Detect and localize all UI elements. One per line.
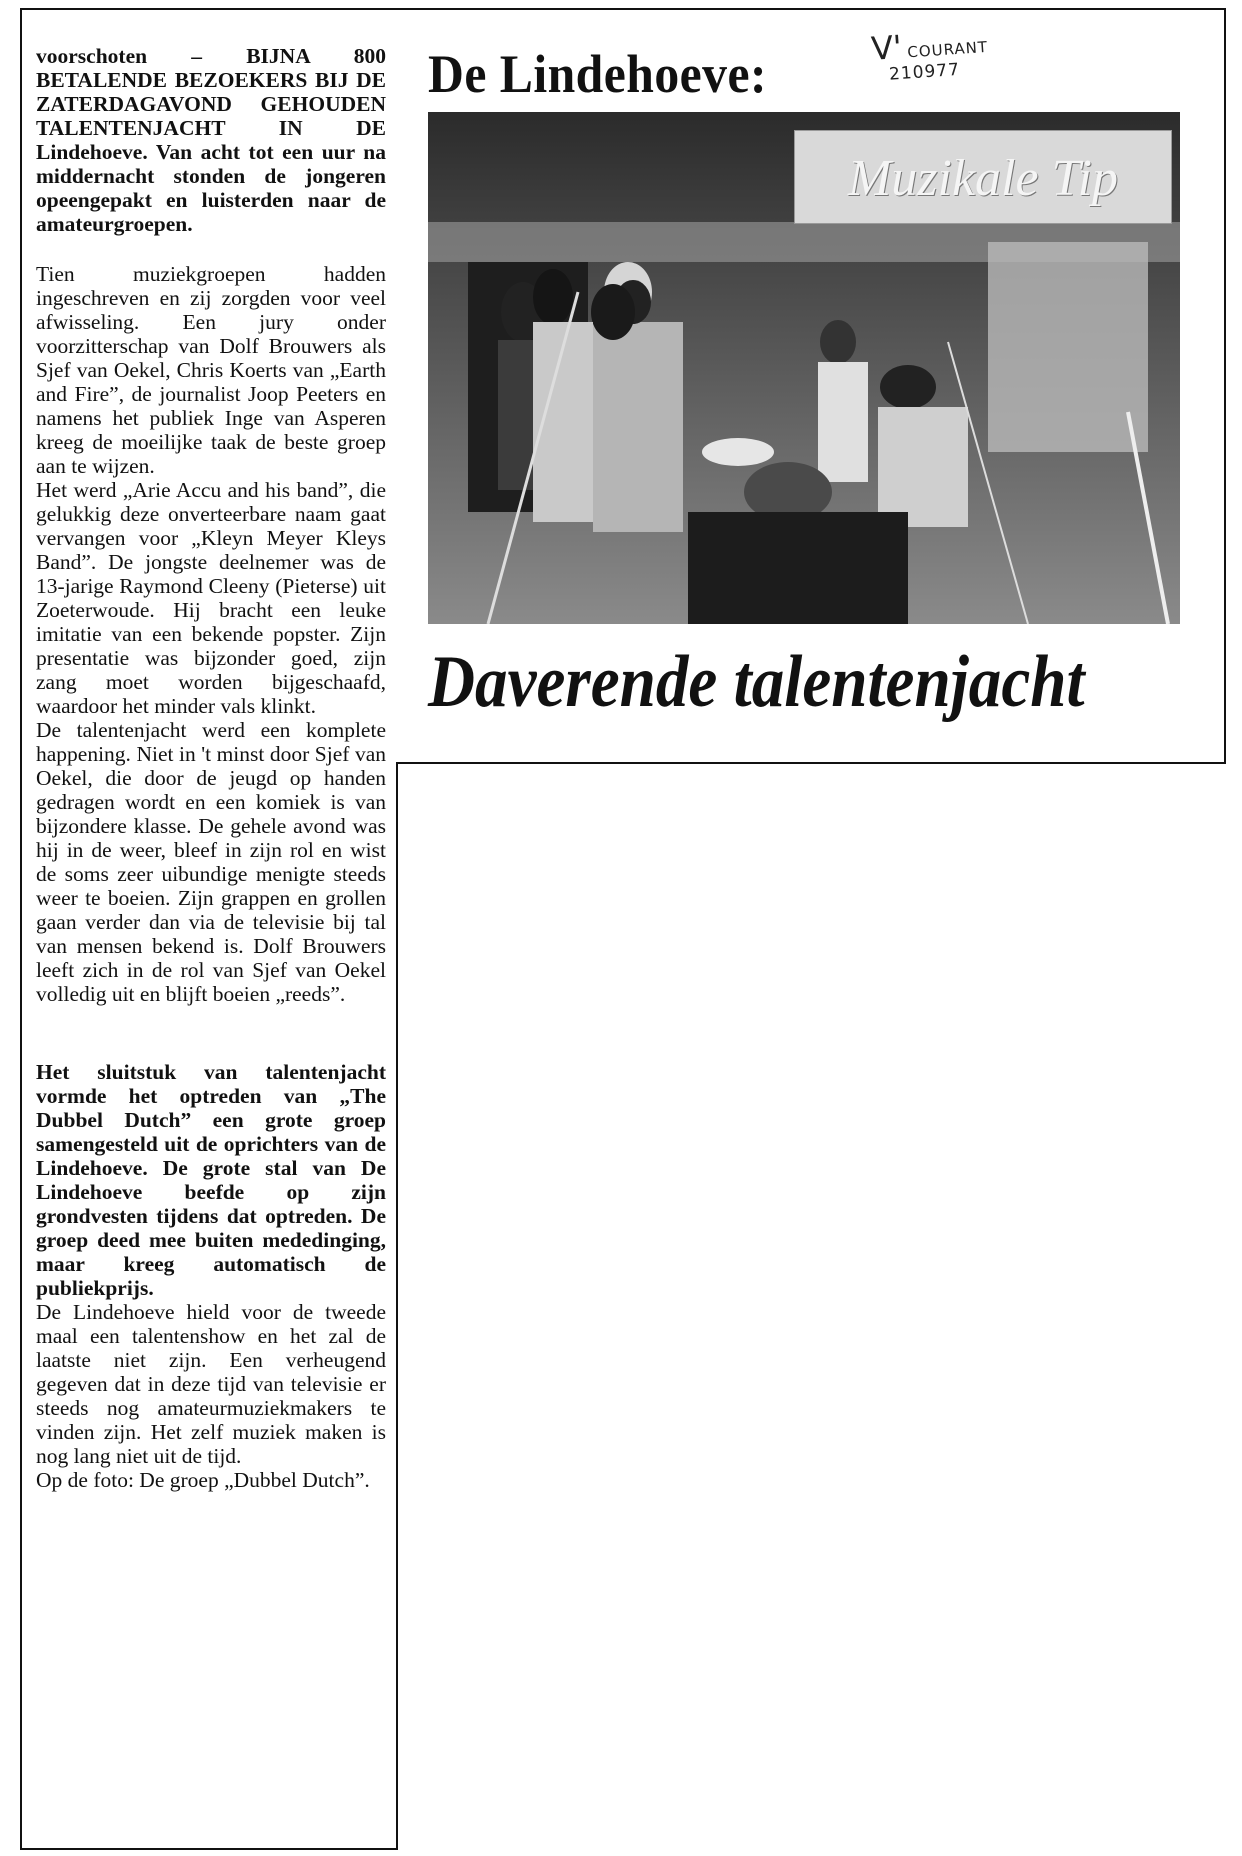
handwritten-source-stamp: [870, 22, 990, 86]
article-paragraph-3: De talentenjacht werd een komplete happening. Niet in 't minst door Sjef van Oekel, die door de jeugd op handen gedragen wordt en een komiek is van bijzondere klasse. De gehele avond was hij in de weer, bleef in zijn rol en wist de soms zeer uibundige menigte steeds weer te boeien. Zijn grappen en grollen gaan verder dan via de televisie bij tal van mensen bekend is. Dolf Brouwers leeft zich in de rol van Sjef van Oekel volledig uit en blijft boeien „reeds”.: [36, 718, 386, 1006]
article-lead: voorschoten – BIJNA 800 BETALENDE BEZOEKERS BIJ DE ZATERDAGAVOND GEHOUDEN TALENTENJACHT IN DE Lindehoeve. Van acht tot een uur na middernacht stonden de jongeren opeengepakt en luisterden naar de amateurgroepen.: [36, 44, 386, 236]
muzikale-tip-text: Muzikale Tip: [847, 150, 1119, 207]
kicker-title: De Lindehoeve:: [428, 44, 767, 104]
stamp-date: 210977: [888, 59, 961, 85]
stamp-paper: COURANT: [906, 37, 989, 62]
article-column: [36, 44, 386, 1492]
band-photo: [428, 112, 1180, 624]
photo-caption: Op de foto: De groep „Dubbel Dutch”.: [36, 1468, 370, 1492]
stamp-prefix: V': [870, 27, 904, 68]
article-paragraph-4: Het sluitstuk van talentenjacht vormde het optreden van „The Dubbel Dutch” een grote groep samengesteld uit de oprichters van de Lindehoeve. De grote stal van De Lindehoeve beefde op zijn grondvesten tijdens dat optreden. De groep deed mee buiten mededinging, maar kreeg automatisch de publiekprijs.: [36, 1060, 386, 1300]
article-paragraph-2: Het werd „Arie Accu and his band”, die gelukkig deze onverteerbare naam gaat vervangen voor „Kleyn Meyer Kleys Band”. De jongste deelnemer was de 13-jarige Raymond Cleeny (Pieterse) uit Zoeterwoude. Hij bracht een leuke imitatie van een bekende popster. Zijn presentatie was bijzonder goed, zijn zang moet worden bijgeschaafd, waardoor het minder vals klinkt.: [36, 478, 386, 718]
article-paragraph-1: Tien muziekgroepen hadden ingeschreven en zij zorgden voor veel afwisseling. Een jury onder voorzitterschap van Dolf Brouwers als Sjef van Oekel, Chris Koerts van „Earth and Fire”, de journalist Joop Peeters en namens het publiek Inge van Asperen kreeg de moeilijke taak de beste groep aan te wijzen.: [36, 262, 386, 478]
headline: Daverende talentenjacht: [428, 641, 1085, 723]
article-paragraph-5: De Lindehoeve hield voor de tweede maal een talentenshow en het zal de laatste niet zijn. Een verheugend gegeven dat in deze tijd van televisie er steeds nog amateurmuziekmakers te vinden zijn. Het zelf muziek maken is nog lang niet uit de tijd.: [36, 1300, 386, 1468]
muzikale-tip-banner: [794, 130, 1172, 224]
